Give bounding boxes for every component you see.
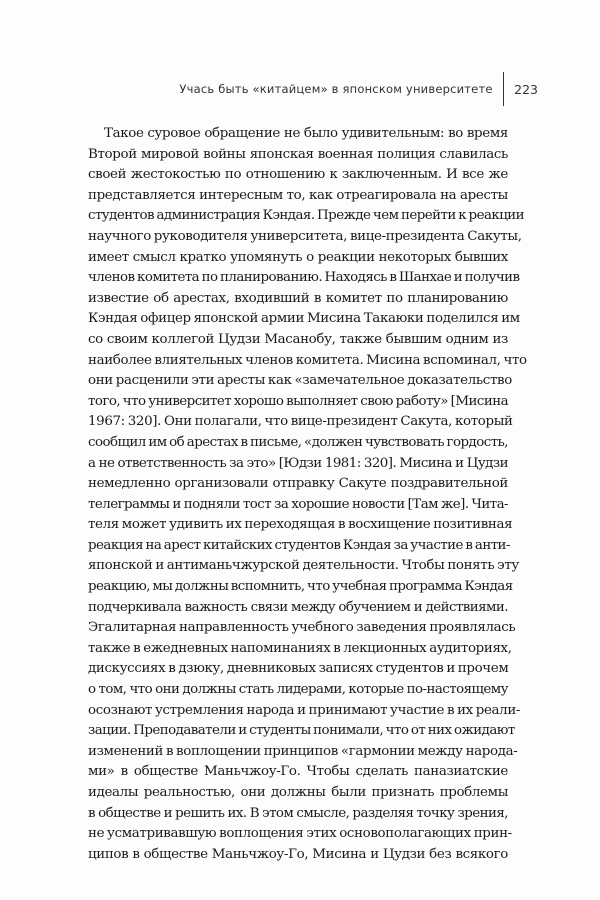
text-line: они расценили эти аресты как «замечательное доказательство [88, 373, 512, 389]
text-line: идеалы реальностью, они должны были признать проблемы [88, 785, 508, 800]
text-line: 1967: 320]. Они полагали, что вице-президент Сакута, который [88, 414, 513, 430]
text-line: со своим коллегой Цудзи Масанобу, также бывшим одним из [88, 331, 508, 347]
text-line: японской и антиманьчжурской деятельности. Чтобы понять эту [88, 558, 519, 574]
text-line: своей жестокостью по отношению к заключенным. И все же [88, 167, 508, 183]
text-line: в обществе и решить их. В этом смысле, разделяя точку зрения, [88, 805, 508, 821]
text-line: дискуссиях в дзюку, дневниковых записях студентов и прочем [88, 661, 509, 677]
text-line: Второй мировой войны японская военная полиция славилась [88, 146, 508, 162]
text-line: известие об арестах, входивший в комитет по планированию [88, 290, 508, 306]
text-line: не усматривавшую воплощения этих основополагающих прин- [88, 826, 512, 842]
header-divider [503, 72, 505, 106]
text-line: членов комитета по планированию. Находясь в Шанхае и получив [88, 270, 520, 286]
text-line: имеет смысл кратко упомянуть о реакции некоторых бывших [88, 249, 508, 265]
text-line: реакция на арест китайских студентов Кэндая за участие в анти- [88, 537, 510, 553]
page-number: 223 [514, 81, 538, 97]
text-line: подчеркивала важность связи между обучением и действиями. [88, 599, 508, 615]
body-paragraph [88, 124, 527, 865]
text-line: Такое суровое обращение не было удивительным: во время [104, 126, 508, 141]
text-line: о том, что они должны стать лидерами, которые по-настоящему [88, 682, 508, 698]
text-line: теля может удивить их переходящая в восхищение позитивная [88, 517, 513, 533]
text-line: ципов в обществе Маньчжоу-Го, Мисина и Цудзи без всякого [88, 846, 508, 862]
text-line: наиболее влиятельных членов комитета. Мисина вспоминал, что [88, 352, 527, 368]
text-line: телеграммы и подняли тост за хорошие новости [Там же]. Чита- [88, 496, 508, 512]
running-header [179, 72, 538, 106]
text-line: зации. Преподаватели и студенты понимали, что от них ожидают [88, 723, 515, 739]
text-line: того, что университет хорошо выполняет свою работу» [Мисина [88, 393, 508, 409]
text-line: представляется интересным то, как отреагировала на аресты [88, 187, 508, 203]
text-line: научного руководителя университета, вице-президента Сакуты, [88, 228, 522, 244]
text-line: сообщил им об арестах в письме, «должен чувствовать гордость, [88, 434, 508, 450]
text-line: также в ежедневных напоминаниях в лекционных аудиториях, [88, 640, 512, 656]
text-line: ми» в обществе Маньчжоу-Го. Чтобы сделать паназиатские [88, 764, 508, 780]
text-line: немедленно организовали отправку Сакуте поздравительной [88, 476, 508, 492]
text-line: Кэндая офицер японской армии Мисина Такаюки поделился им [88, 311, 520, 327]
running-title: Учась быть «китайцем» в японском университете [179, 82, 493, 96]
text-line: студентов администрация Кэндая. Прежде чем перейти к реакции [88, 208, 525, 224]
text-line: а не ответственность за это» [Юдзи 1981: 320]. Мисина и Цудзи [88, 455, 508, 471]
text-line: Эгалитарная направленность учебного заведения проявлялась [88, 620, 516, 636]
text-line: осознают устремления народа и принимают участие в их реали- [88, 702, 521, 718]
text-line: реакцию, мы должны вспомнить, что учебная программа Кэндая [88, 579, 513, 595]
text-line: изменений в воплощении принципов «гармонии между народа- [88, 743, 518, 759]
